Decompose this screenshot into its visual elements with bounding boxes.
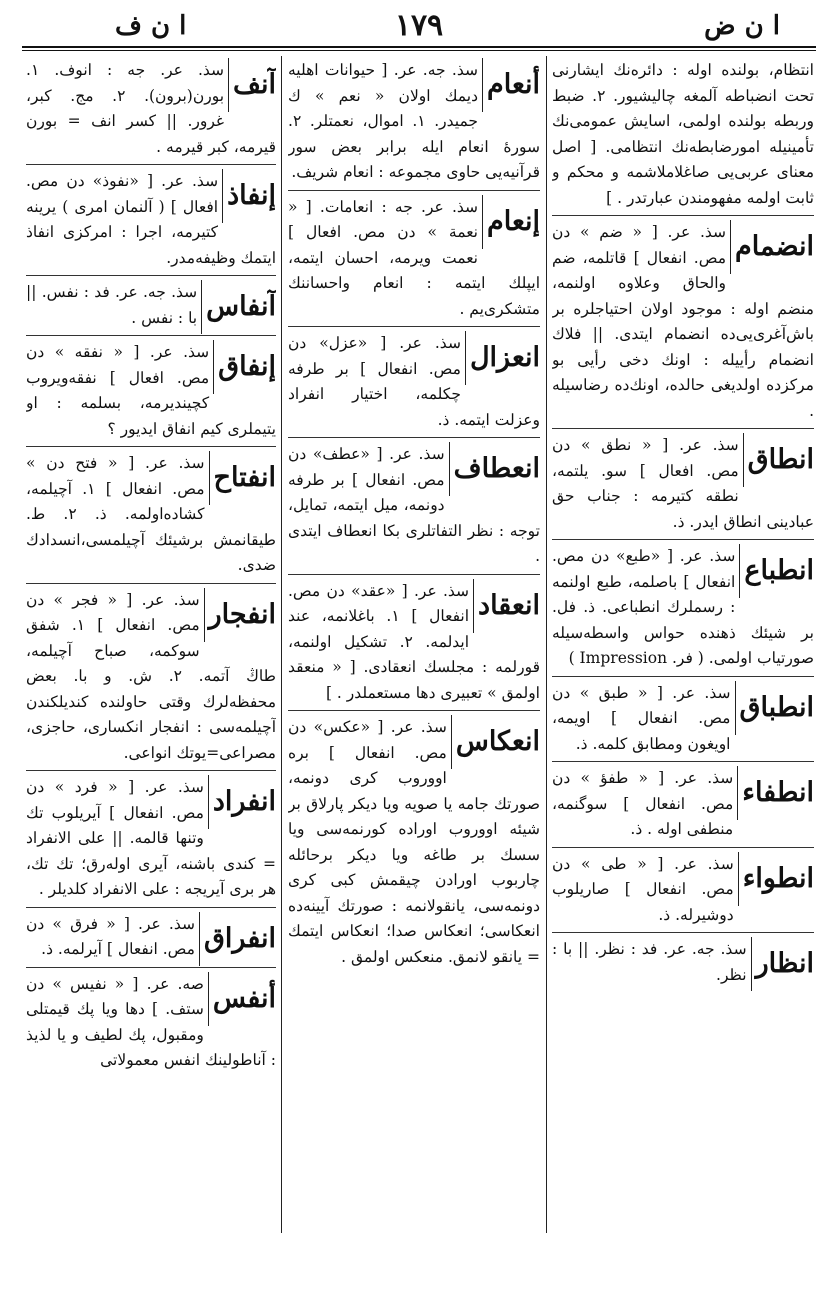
entry	[26, 340, 276, 447]
entry	[288, 195, 540, 328]
headword: انطباع	[739, 544, 814, 598]
entry	[552, 544, 814, 677]
entry-text: سذ. عر. جه : انعامات. [ « نعمة » دن مص. افعال ] نعمت ویرمه، احسان ایتمه، ایپلك ایتمه : انعام واحساننك متشکری‌یم .	[288, 197, 540, 318]
headword: آنف	[228, 58, 276, 112]
entry-text: سذ. عر. [ «عقد» دن مص. انفعال ] ١. باغلانمه، عند ایدلمه. ٢. تشکیل اولنمه، قورلمه : مجلسك انعقادی. [ « منعقد اولمق » تعبیری دها مستعملدر . ]	[288, 581, 540, 702]
entry	[552, 433, 814, 540]
entry	[288, 331, 540, 438]
column-divider-left	[281, 56, 282, 1233]
entry-text: سذ. عر. [ « طفؤ » دن مص. انفعال ] سوگنمه، منطفی اوله . ذ.	[552, 769, 734, 838]
entry	[26, 58, 276, 165]
headword: انعقاد	[473, 579, 540, 633]
entry	[26, 972, 276, 1077]
entry-text: سذ. عر. جه : انوف. ١. بورن(برون). ٢. مج. کبر، غرور. || کسر انف = بورن قیرمه، کبر قیرمه .	[26, 61, 276, 156]
header-left-letters: ا ن ف	[115, 11, 187, 41]
entry	[552, 937, 814, 991]
headword: انفتاح	[209, 451, 276, 505]
entry	[26, 451, 276, 584]
entry-text: سذ. عر. [ « فتح دن » مص. انفعال ] ١. آچیلمه، کشاده‌اولمه. ذ. ٢. ط. طیقانمش برشیئك آچیلمسی،انسدادك ضدی.	[26, 454, 276, 574]
entry-text: انتظام، بولنده اوله : دائره‌نك ایشارنی تحت انضباطه آلمغه چالیشیور. ٢. ضبط وربطه بولنده اولمی، اسایش عمومی‌نك تأمینیله امورضابطه‌نك انتظامی. [ اصل معنای عربی‌یی صاغلاملاشمه و محکم و ثابت اولمه مفهومندن عبارتدر . ]	[552, 61, 814, 207]
entry	[26, 912, 276, 968]
headword: انعطاف	[449, 442, 540, 496]
entry	[26, 169, 276, 276]
entry-text: سذ. عر. [ «عکس» دن مص. انفعال ] بره اووروب کری دونمه، صورتك جامه یا صویه ویا دیکر پارلاق بر شیئه اووروب اوراده کورنمه‌سی ویا سسك بر طاغه ویا دیکر برحائله چاربوب اورادن چیقمش کبی کری دونمه‌سی، یانقولانمه : صورتك آیینه‌ده انعکاسی؛ انعکاس صدا؛ انعکاس ایتمك = یانقو لانمق. منعکس اولمق .	[288, 718, 540, 966]
headword: آنفاس	[201, 280, 276, 334]
headword: انعزال	[465, 331, 540, 385]
entry-text: سذ. عر. [ « فرد » دن مص. انفعال ] آیریلوب تك وتنها قالمه. || علی الانفراد = کندی باشنه، آیری اوله‌رق؛ تك تك، هر بری آیریجه : علی الانفراد کلدیلر .	[26, 778, 276, 898]
entry-text: سذ. عر. [ « فجر » دن مص. انفعال ] ١. شفق سوکمه، صباح آچیلمه، طاڭ آتمه. ٢. ش. و با. بعض محفظه‌لرك وقتی حاولنده کندیلکندن آچیلمه‌سی : انفجار انکساری، حاجزی، مصراعی=یوتك انواعی.	[26, 590, 276, 762]
entry-text: سذ. عر. [ «نفوذ» دن مص. افعال ] ( آلنمان امری ) یرینه کتیرمه، اجرا : امرکزی انفاذ ایتمك وظیفه‌مدر.	[26, 172, 276, 267]
entry-text: سذ. عر. [ « طی » دن مص. انفعال ] صاریلوب دوشیرله. ذ.	[552, 854, 734, 924]
entry-text: سذ. جه. عر. فد : نفس. || با : نفس .	[26, 283, 198, 327]
entry	[26, 280, 276, 336]
column-middle	[288, 58, 540, 1233]
entry	[552, 220, 814, 429]
entry-text: سذ. عر. [ «طبع» دن مص. انفعال ] باصلمه، طبع اولنمه : رسملرك انطباعی. ذ. فل. بر شیئك ذهنده حواس واسطه‌سیله صورتیاب اولمی. ( فر. Impression )	[552, 547, 814, 667]
headword: إنعام	[482, 195, 540, 249]
headword: أنفس	[208, 972, 276, 1026]
headword: انطاق	[743, 433, 814, 487]
entry-text: سذ. عر. [ « نطق » دن مص. افعال ] سو. یلتمه، نطقه کتیرمه : جناب حق عبادینی انطاق ایدر. ذ.	[552, 436, 814, 531]
entry	[26, 775, 276, 908]
headword: إنفاذ	[222, 169, 276, 223]
headword: انطواء	[738, 852, 814, 906]
entry	[288, 715, 540, 973]
entry-text: سذ. عر. [ « طبق » دن مص. انفعال ] اویمه، اویغون ومطابق کلمه. ذ.	[552, 683, 731, 753]
entry	[552, 852, 814, 934]
entry	[552, 766, 814, 848]
headword: انفجار	[204, 588, 276, 642]
header-rule-thin	[22, 50, 816, 51]
entry-text: سذ. عر. [ « فرق » دن مص. انفعال ] آیرلمه. ذ.	[26, 914, 195, 958]
entry-text: سذ. جه. عر. [ حیوانات اهلیه دیمك اولان « نعم » ك جمیدر. ١. اموال، نعمتلر. ٢. سورۀ انعام ایله برابر بعض سور قرآنیه‌یی حاوی مجموعه : انعام شریف.	[288, 61, 540, 181]
headword: انطباق	[735, 681, 815, 735]
entry-continuation	[552, 58, 814, 216]
header-right-letters: ا ن ض	[704, 11, 780, 41]
entry-text: صه. عر. [ « نفیس » دن ستف. ] دها ویا پك قیمتلی ومقبول، پك لطیف و یا لذیذ : آناطولینك انفس معمولاتی	[26, 974, 276, 1069]
headword: انظار	[751, 937, 814, 991]
entry-text: سذ. جه. عر. فد : نظر. || با : نظر.	[552, 940, 747, 984]
entry	[288, 579, 540, 712]
entry	[552, 681, 814, 763]
column-right	[552, 58, 814, 1233]
headword: انضمام	[730, 220, 814, 274]
entry	[26, 588, 276, 772]
entry-text: سذ. عر. [ « ضم » دن مص. انفعال ] قاتلمه، ضم والحاق وعلاوه اولنمه، منضم اوله : موجود اولان احتیاجلره بر باش‌آغری‌یی‌ده انضمام ایتدی. || فلاك انضمام رأییله : اونك دخی رأیی بو مرکزده اولدیغی حالده، اونك‌ده رضاسیله .	[552, 223, 814, 420]
headword: انعکاس	[451, 715, 540, 769]
entry-text: سذ. عر. [ «عطف» دن مص. انفعال ] بر طرفه دونمه، میل ایتمه، تمایل، توجه : نظر التفاتلری بکا انعطاف ایتدی .	[288, 445, 540, 565]
entry	[288, 442, 540, 575]
entry-text: سذ. عر. [ «عزل» دن مص. انفعال ] بر طرفه چکلمه، اختیار انفراد وعزلت ایتمه. ذ.	[288, 334, 540, 429]
entry-text: سذ. عر. [ « نفقه » دن مص. افعال ] نفقه‌ویروب کچیندیرمه، بسلمه : او یتیملری کیم انفاق ایدیور ؟	[26, 343, 276, 438]
header-rule	[22, 46, 816, 48]
headword: انفراق	[199, 912, 276, 966]
headword: انفراد	[208, 775, 276, 829]
column-left	[26, 58, 276, 1233]
page-number: ١٧٩	[394, 8, 444, 43]
headword: انطفاء	[737, 766, 814, 820]
headword: إنفاق	[213, 340, 276, 394]
headword: أنعام	[482, 58, 540, 112]
column-divider-right	[546, 56, 547, 1233]
entry	[288, 58, 540, 191]
